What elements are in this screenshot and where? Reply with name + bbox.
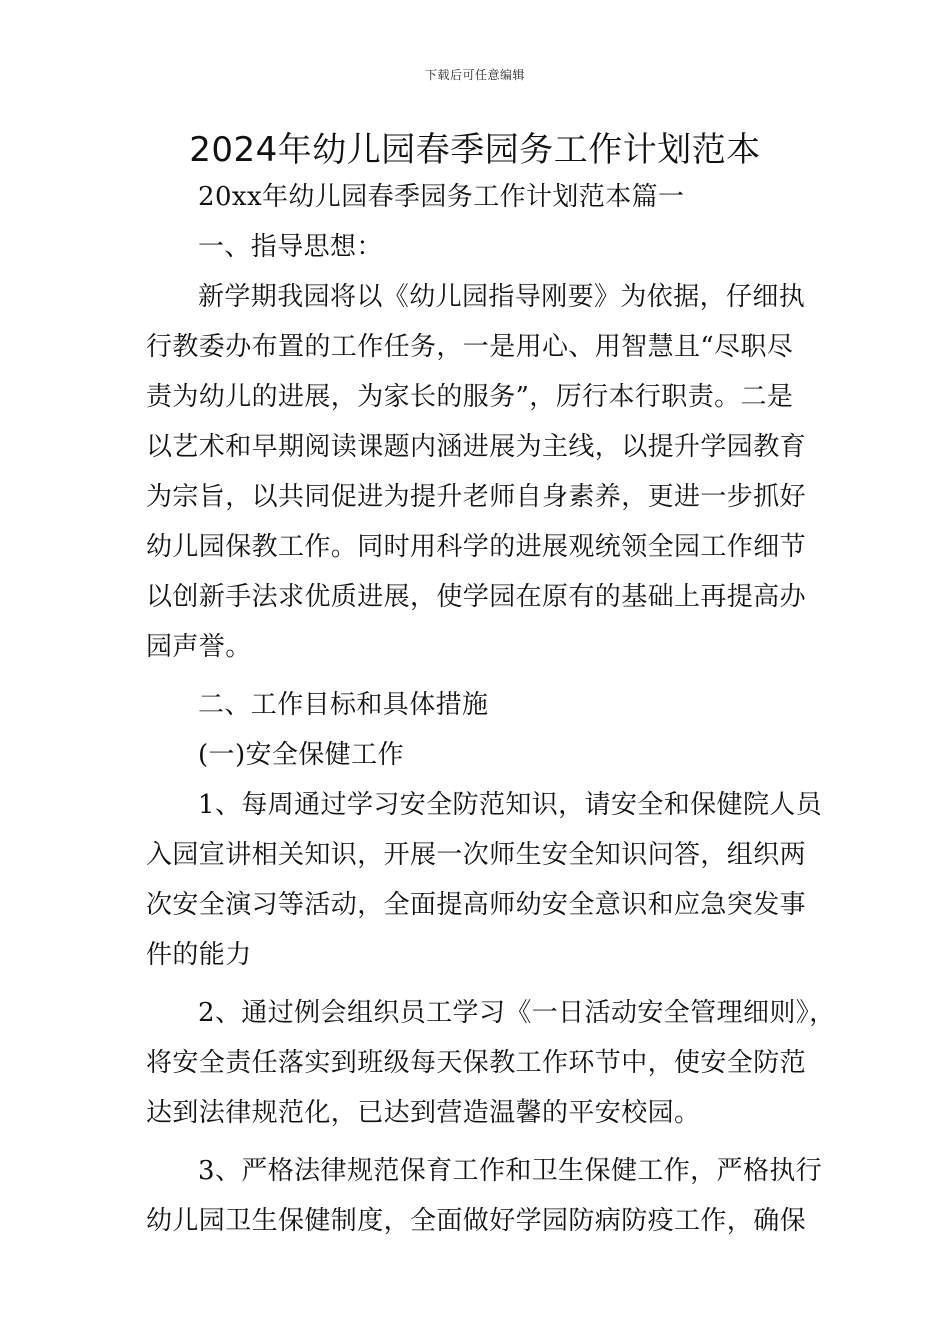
paragraph-line: 2、通过例会组织员工学习《一日活动安全管理细则》， xyxy=(198,998,836,1028)
paragraph-line: 3、严格法律规范保育工作和卫生保健工作，严格执行 xyxy=(198,1156,823,1186)
list-item-1 xyxy=(146,780,823,980)
document-body xyxy=(146,172,836,1246)
document-title: 2024年幼儿园春季园务工作计划范本 xyxy=(189,130,761,170)
paragraph-line: 幼儿园保教工作。同时用科学的进展观统领全园工作细节 xyxy=(146,532,807,562)
subsection-heading-safety-health: (一)安全保健工作 xyxy=(198,740,404,770)
paragraph-line: 幼儿园卫生保健制度，全面做好学园防病防疫工作，确保 xyxy=(146,1206,807,1236)
paragraph-line: 责为幼儿的进展，为家长的服务”，厉行本行职责。二是 xyxy=(146,382,794,412)
paragraph-line: 新学期我园将以《幼儿园指导刚要》为依据，仔细执 xyxy=(198,282,806,312)
paragraph-line: 入园宣讲相关知识，开展一次师生安全知识问答，组织两 xyxy=(146,840,807,870)
section-heading-goals-measures: 二、工作目标和具体措施 xyxy=(198,690,489,720)
section-heading-guiding-ideology: 一、指导思想： xyxy=(198,232,383,262)
paragraph-guiding-ideology xyxy=(146,272,812,672)
paragraph-line: 将安全责任落实到班级每天保教工作环节中，使安全防范 xyxy=(146,1048,807,1078)
page-header-note: 下载后可任意编辑 xyxy=(424,68,525,82)
paragraph-line: 次安全演习等活动，全面提高师幼安全意识和应急突发事 xyxy=(146,890,807,920)
paragraph-line: 行教委办布置的工作任务，一是用心、用智慧且“尽职尽 xyxy=(146,332,794,362)
paragraph-spacer xyxy=(146,672,812,680)
list-item-3 xyxy=(146,1146,823,1246)
paragraph-line: 为宗旨，以共同促进为提升老师自身素养，更进一步抓好 xyxy=(146,482,807,512)
document-subtitle: 20xx年幼儿园春季园务工作计划范本篇一 xyxy=(198,182,685,212)
paragraph-line: 件的能力 xyxy=(146,940,252,970)
list-item-2 xyxy=(146,988,836,1138)
paragraph-line: 园声誉。 xyxy=(146,632,252,662)
paragraph-line: 1、每周通过学习安全防范知识，请安全和保健院人员 xyxy=(198,790,823,820)
paragraph-spacer xyxy=(146,1138,812,1146)
paragraph-spacer xyxy=(146,980,812,988)
paragraph-line: 以艺术和早期阅读课题内涵进展为主线，以提升学园教育 xyxy=(146,432,807,462)
paragraph-line: 以创新手法求优质进展，使学园在原有的基础上再提高办 xyxy=(146,582,807,612)
paragraph-line: 达到法律规范化，已达到营造温馨的平安校园。 xyxy=(146,1098,701,1128)
